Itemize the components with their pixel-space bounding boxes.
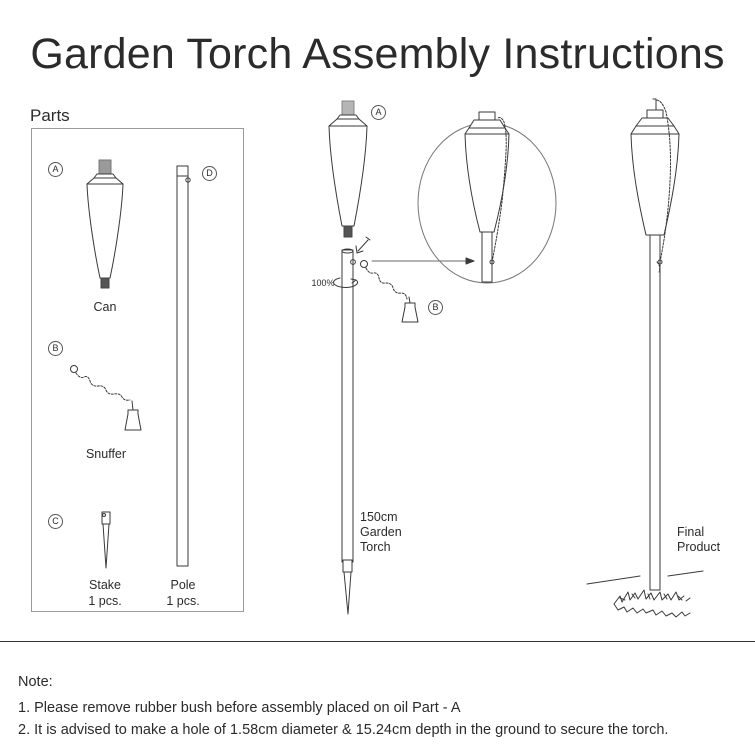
- snuffer-drawing: [71, 366, 142, 431]
- can-drawing: [87, 160, 123, 288]
- stake-marker: C: [48, 514, 63, 529]
- snuffer-label: Snuffer: [85, 447, 127, 461]
- section-divider: [0, 641, 755, 642]
- assembly-can-marker: A: [371, 105, 386, 120]
- torch-size-line-2: Garden: [360, 525, 402, 539]
- torch-size-line-3: Torch: [360, 540, 391, 554]
- assembly-can-drawing: [329, 101, 367, 237]
- assembly-pole-drawing: [334, 237, 370, 562]
- pole-label: Pole: [170, 578, 196, 592]
- pole-marker: D: [202, 166, 217, 181]
- note-item-2: 2. It is advised to make a hole of 1.58cm diameter & 15.24cm depth in the ground to secure the torch.: [18, 722, 669, 738]
- stake-label: Stake: [89, 578, 121, 592]
- note-item-1: 1. Please remove rubber bush before assembly placed on oil Part - A: [18, 700, 461, 716]
- final-product-drawing: [587, 99, 703, 617]
- notes-section: [18, 671, 668, 741]
- final-line-1: Final: [677, 525, 705, 539]
- page-title: Garden Torch Assembly Instructions: [30, 30, 725, 78]
- rotation-label: 100%: [311, 278, 335, 288]
- assembly-stake-drawing: [343, 560, 352, 614]
- parts-heading: Parts: [30, 106, 70, 125]
- assembly-snuffer-marker: B: [428, 300, 443, 315]
- stake-drawing: [102, 512, 110, 568]
- can-marker: A: [48, 162, 63, 177]
- pole-qty: 1 pcs.: [166, 594, 200, 608]
- final-line-2: Product: [677, 540, 721, 554]
- assembly-snuffer-drawing: [361, 261, 419, 323]
- notes-heading: Note:: [18, 674, 53, 690]
- can-label: Can: [93, 300, 117, 314]
- pole-drawing: [177, 166, 190, 566]
- snuffer-marker: B: [48, 341, 63, 356]
- stake-qty: 1 pcs.: [88, 594, 122, 608]
- torch-size-line-1: 150cm: [360, 510, 398, 524]
- detail-view: [418, 112, 556, 283]
